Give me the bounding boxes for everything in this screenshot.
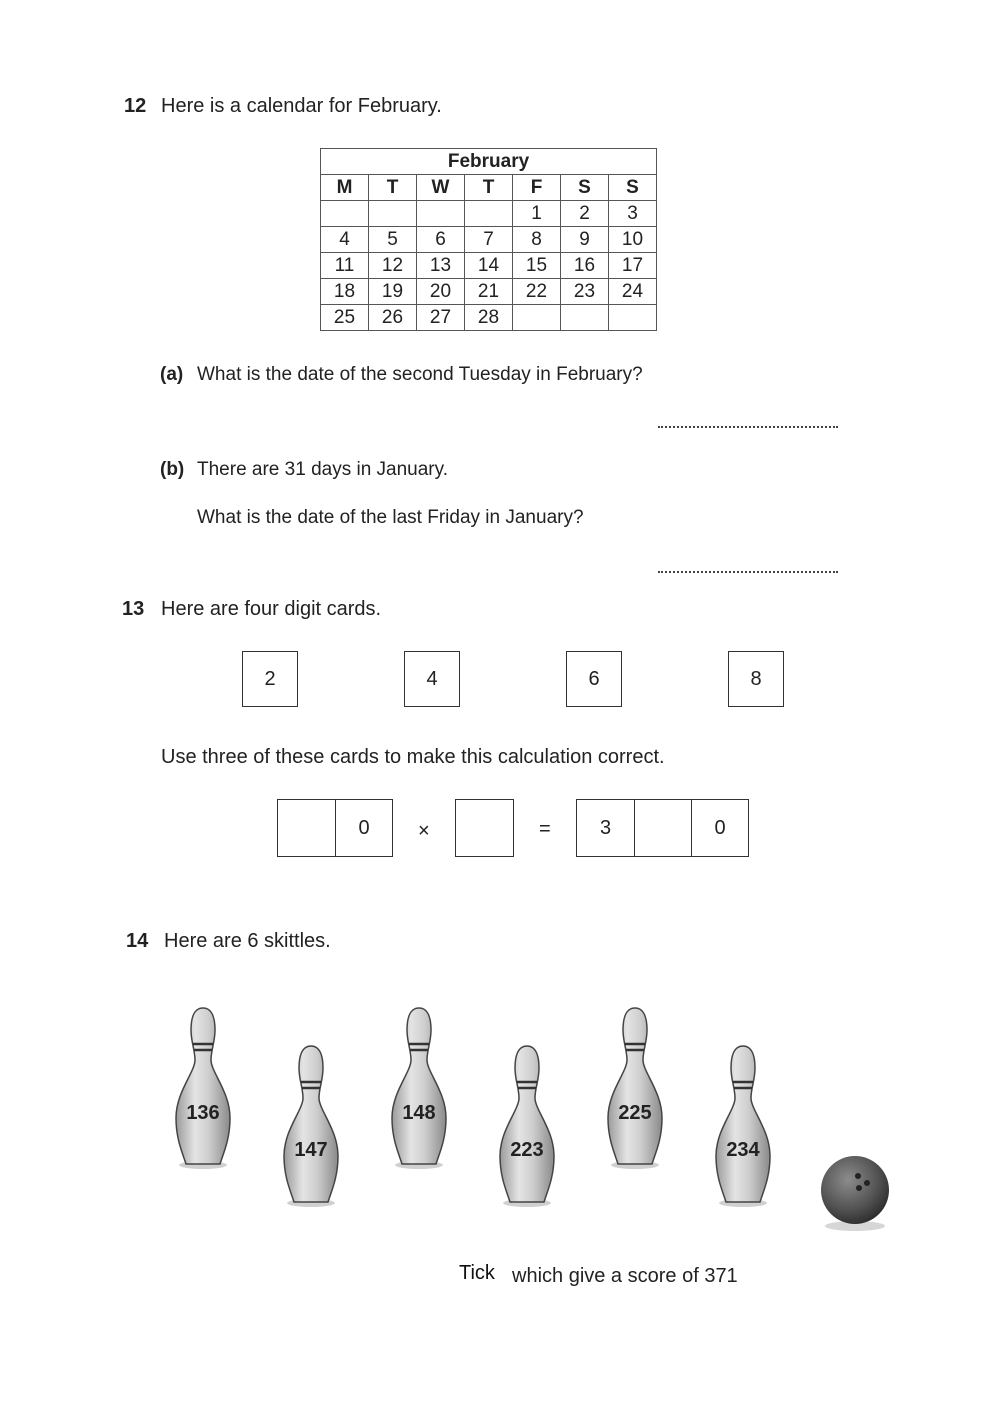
calc-result-number xyxy=(576,799,749,857)
question-13-number: 13 xyxy=(122,598,145,620)
calendar-cell: 2 xyxy=(561,201,609,227)
part-a-label: (a) xyxy=(160,364,184,385)
calendar-day-header: S xyxy=(609,175,657,201)
part-a-question: What is the date of the second Tuesday in February? xyxy=(197,364,643,385)
calendar-cell: 10 xyxy=(609,227,657,253)
calendar-cell: 15 xyxy=(513,253,561,279)
calendar-day-header: T xyxy=(369,175,417,201)
calendar-cell xyxy=(321,201,369,227)
skittle-label: 234 xyxy=(726,1139,760,1161)
calendar-cell: 18 xyxy=(321,279,369,305)
digit-card[interactable]: 2 xyxy=(242,651,298,707)
digit-card[interactable]: 4 xyxy=(404,651,460,707)
calendar-cell: 17 xyxy=(609,253,657,279)
part-a-answer-line[interactable] xyxy=(658,424,838,428)
question-13-instruction: Use three of these cards to make this calculation correct. xyxy=(161,746,665,768)
calendar-cell: 13 xyxy=(417,253,465,279)
question-12-intro: Here is a calendar for February. xyxy=(161,95,442,117)
calc-digit: 0 xyxy=(691,800,748,856)
part-b-statement: There are 31 days in January. xyxy=(197,459,449,480)
calc-empty-slot[interactable] xyxy=(456,800,513,856)
skittle-223[interactable] xyxy=(500,1046,554,1207)
calendar-cell: 16 xyxy=(561,253,609,279)
calendar-cell: 5 xyxy=(369,227,417,253)
calendar-cell: 14 xyxy=(465,253,513,279)
calendar-cell: 22 xyxy=(513,279,561,305)
skittle-225[interactable] xyxy=(608,1008,662,1169)
calendar-day-header: S xyxy=(561,175,609,201)
calendar-cell: 11 xyxy=(321,253,369,279)
skittle-136[interactable] xyxy=(176,1008,230,1169)
question-12-number: 12 xyxy=(124,95,147,117)
february-calendar xyxy=(320,148,657,328)
calendar-cell: 12 xyxy=(369,253,417,279)
digit-card[interactable]: 8 xyxy=(728,651,784,707)
calendar-cell: 20 xyxy=(417,279,465,305)
tick-instruction-word: Tick xyxy=(459,1262,495,1284)
calc-digit: 0 xyxy=(335,800,392,856)
equals-sign: = xyxy=(539,818,551,840)
question-13-intro: Here are four digit cards. xyxy=(161,598,382,620)
calendar-cell: 21 xyxy=(465,279,513,305)
part-b-answer-line[interactable] xyxy=(658,569,838,573)
question-14-number: 14 xyxy=(126,930,149,952)
skittle-label: 147 xyxy=(294,1139,328,1161)
calc-middle-number xyxy=(455,799,514,857)
calendar-day-header: W xyxy=(417,175,465,201)
calendar-cell: 7 xyxy=(465,227,513,253)
calendar-cell: 19 xyxy=(369,279,417,305)
calc-digit: 3 xyxy=(599,816,612,839)
calendar-cell: 1 xyxy=(513,201,561,227)
calc-empty-slot[interactable] xyxy=(278,800,335,856)
part-b-label: (b) xyxy=(160,459,185,480)
question-14-intro: Here are 6 skittles. xyxy=(164,930,331,952)
calendar-cell: 23 xyxy=(561,279,609,305)
calc-left-number xyxy=(277,799,393,857)
skittle-label: 225 xyxy=(618,1102,652,1124)
calendar-day-header: M xyxy=(321,175,369,201)
calendar-cell: 8 xyxy=(513,227,561,253)
calendar-cell xyxy=(417,201,465,227)
calendar-cell: 4 xyxy=(321,227,369,253)
skittles-illustration xyxy=(0,990,1000,1240)
calendar-cell: 26 xyxy=(369,305,417,331)
bowling-ball-icon xyxy=(821,1156,889,1231)
calendar-cell: 27 xyxy=(417,305,465,331)
calc-empty-slot[interactable] xyxy=(634,800,691,856)
skittle-147[interactable] xyxy=(284,1046,338,1207)
tick-instruction-text: which give a score of 371 xyxy=(512,1265,738,1287)
digit-card[interactable]: 6 xyxy=(566,651,622,707)
skittle-label: 223 xyxy=(510,1139,544,1161)
skittle-label: 136 xyxy=(186,1102,220,1124)
calendar-day-header: F xyxy=(513,175,561,201)
times-sign: × xyxy=(418,820,430,842)
skittle-label: 148 xyxy=(402,1102,436,1124)
calendar-cell: 6 xyxy=(417,227,465,253)
calendar-cell xyxy=(465,201,513,227)
skittle-234[interactable] xyxy=(716,1046,770,1207)
calendar-cell xyxy=(561,305,609,331)
calendar-cell: 25 xyxy=(321,305,369,331)
calendar-cell: 3 xyxy=(609,201,657,227)
calendar-month: February xyxy=(321,149,657,175)
calendar-cell: 28 xyxy=(465,305,513,331)
calendar-day-header: T xyxy=(465,175,513,201)
calendar-cell xyxy=(609,305,657,331)
skittle-148[interactable] xyxy=(392,1008,446,1169)
part-b-question: What is the date of the last Friday in January? xyxy=(197,507,584,528)
calendar-cell xyxy=(513,305,561,331)
calendar-cell: 9 xyxy=(561,227,609,253)
calendar-cell: 24 xyxy=(609,279,657,305)
calendar-cell xyxy=(369,201,417,227)
